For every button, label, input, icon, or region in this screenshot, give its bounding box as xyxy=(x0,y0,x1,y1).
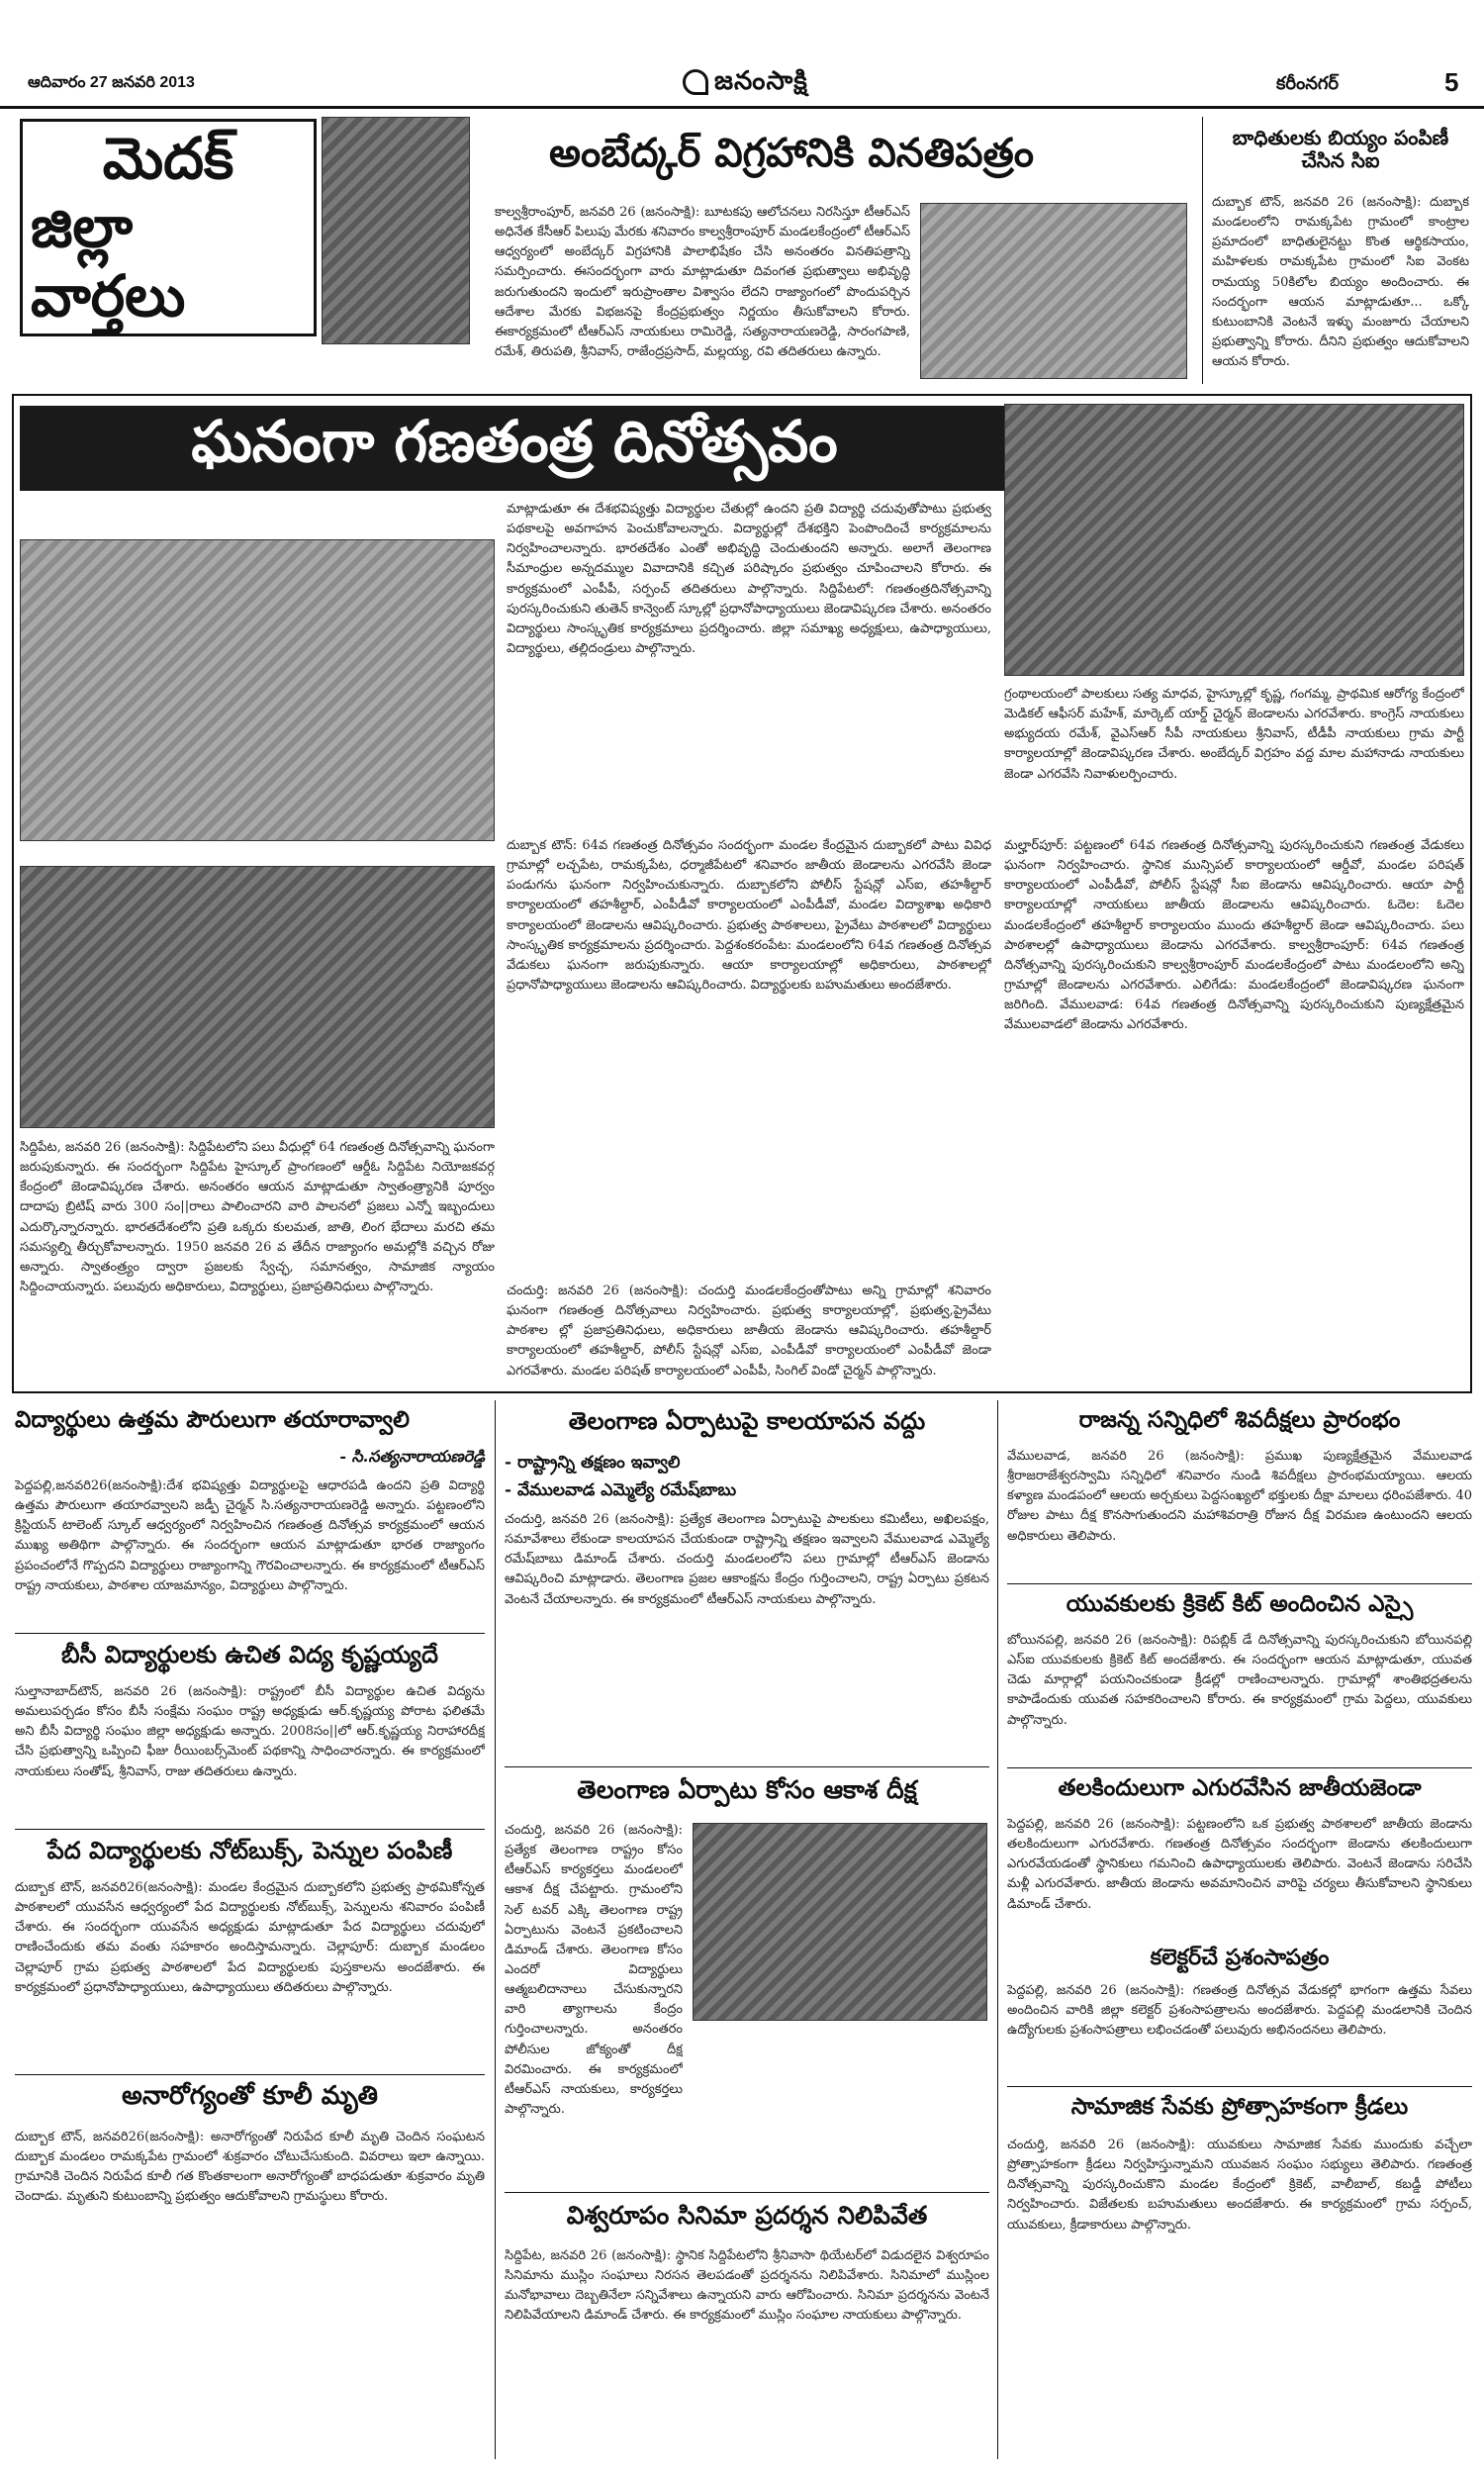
republic-col-b: మాట్లాడుతూ ఈ దేశభవిష్యత్తు విద్యార్థుల చేతుల్లో ఉందని ప్రతి విద్యార్థి చదువుతోపాటు ప్రభుత్వ పథకాలపై అవగాహన పెంచుకోవాలన్నారు. విద్యార్థుల్లో దేశభక్తిని పెంపొందించే కార్యక్రమాలను నిర్వహించాలన్నారు. భారతదేశం ఎంతో అభివృద్ధి చెందుతుందని అన్నారు. అలాగే తెలంగాణ సీమాంధ్రుల అన్నదమ్ముల వివాదానికి కచ్చిత పరిష్కారం ప్రభుత్వం చూపించాలని కోరారు. ఈ కార్యక్రమంలో ఎంపీపీ, సర్పంచ్ తదితరులు పాల్గొన్నారు. సిద్దిపేటలో: గణతంత్రదినోత్సవాన్ని పురస్కరించుకుని తుతెన్ కాన్వెంట్ స్కూల్లో ప్రధానోపాధ్యాయులు జెండావిష్కరణ చేశారు. అనంతరం విద్యార్థులు సాంస్కృతిక కార్యక్రమాలు ప్రదర్శించారు. జిల్లా సమాఖ్య అధ్యక్షులు, ఉపాధ్యాయులు, విద్యార్థులు, తల్లిదండ్రులు పాల్గొన్నారు. xyxy=(507,502,991,656)
column-rule xyxy=(1202,117,1203,384)
divider xyxy=(15,2074,485,2075)
page-number: 5 xyxy=(1444,67,1459,97)
divider xyxy=(1007,2086,1472,2087)
rice-headline: బాధితులకు బియ్యం పంపిణీ చేసిన సిఐ xyxy=(1232,126,1449,172)
deeksha-headline: తెలంగాణ ఏర్పాటు కోసం ఆకాశ దీక్ష xyxy=(577,1775,917,1804)
ambedkar-statue-photo xyxy=(920,203,1187,379)
cricket-headline: యువకులకు క్రికెట్ కిట్ అందించిన ఎస్సై xyxy=(1066,1590,1414,1617)
divider xyxy=(15,1633,485,1634)
shiva-headline: రాజన్న సన్నిధిలో శివదీక్షలు ప్రారంభం xyxy=(1078,1406,1401,1433)
republic-col-b2: దుబ్బాక టౌన్: 64వ గణతంత్ర దినోత్సవం సందర్భంగా మండల కేంద్రమైన దుబ్బాకలో పాటు వివిధ గ్రామాల్లో లచ్చపేట, రామక్కపేట, ధర్మాజీపేటలో శనివారం జాతీయ జెండాలను ఎగరవేసి జెండా పండుగను ఘనంగా నిర్వహించుకున్నారు. దుబ్బాకలోని పోలీస్ స్టేషన్లో ఎస్ఐ, తహశీల్దార్ కార్యాలయంలో తహశీల్దార్, ఎంపీడీవో కార్యాలయంలో ఎంపీడీవో, మండల విద్యాశాఖ అధికారి కార్యాలయంలో జెండాలను ఆవిష్కరించారు. ప్రభుత్వ పాఠశాలలు, ప్రైవేటు పాఠశాలలో విద్యార్థులు సాంస్కృతిక కార్యక్రమాలను ప్రదర్శించారు. పెద్దశంకరంపేట: మండలంలోని 64వ గణతంత్ర దినోత్సవ వేడుకలు ఘనంగా జరుపుకున్నారు. ఆయా కార్యాలయాల్లో అధికారులు, పాఠశాలల్లో ప్రధానోపాధ్యాయులు జెండాలను ఆవిష్కరించారు. విద్యార్థులకు బహుమతులు అందజేశారు. xyxy=(507,838,991,993)
republic-day-banner: ఘనంగా గణతంత్ర దినోత్సవం xyxy=(20,406,1009,491)
ambedkar-headline: అంబేద్కర్ విగ్రహానికి వినతిపత్రం xyxy=(548,130,1034,176)
telangana1-sub1: - రాష్ట్రాన్ని తక్షణం ఇవ్వాలి xyxy=(505,1453,681,1473)
divider xyxy=(505,2192,989,2193)
deeksha-body: చందుర్తి, జనవరి 26 (జనంసాక్షి): ప్రత్యేక తెలంగాణ రాష్ట్రం కోసం టీఆర్ఎస్ కార్యకర్తలు మండలంలో ఆకాశ దీక్ష చేపట్టారు. గ్రామంలోని సెల్ టవర్ ఎక్కి తెలంగాణ రాష్ట్ర ఏర్పాటును వెంటనే ప్రకటించాలని డిమాండ్ చేశారు. తెలంగాణ కోసం ఎందరో విద్యార్థులు ఆత్మబలిదానాలు చేసుకున్నారని వారి త్యాగాలను కేంద్రం గుర్తించాలన్నారు. అనంతరం పోలీసుల జోక్యంతో దీక్ష విరమించారు. ఈ కార్యక్రమంలో టీఆర్ఎస్ నాయకులు, కార్యకర్తలు పాల్గొన్నారు. xyxy=(505,1823,683,2117)
logo-mark-icon xyxy=(683,69,708,95)
issue-date: ఆదివారం 27 జనవరి 2013 xyxy=(28,74,195,91)
telangana1-headline: తెలంగాణ ఏర్పాటుపై కాలయాపన వద్దు xyxy=(568,1406,926,1435)
column-rule xyxy=(997,1400,998,2459)
republic-col-c: గ్రంథాలయంలో పాలకులు సత్య మాధవ, హైస్కూల్లో కృష్ణ, గంగమ్మ, ప్రాథమిక ఆరోగ్య కేంద్రంలో మెడికల్ ఆఫీసర్ మహేశ్, మార్కెట్ యార్డ్ చైర్మన్ జెండాలను ఎగరవేశారు. కాంగ్రెస్ నాయకులు అభ్యుదయ రమేశ్, వైఎస్ఆర్ సీపీ నాయకులు శ్రీనివాస్, టీడీపీ నాయకులు గ్రామ పార్టీ కార్యాలయాల్లో జెండావిష్కరణ చేశారు. అంబేద్కర్ విగ్రహం వద్ద మాల మహానాడు నాయకులు జెండా ఎగరవేసి నివాళులర్పించారు. xyxy=(1004,687,1464,782)
vishwaroopam-headline: విశ్వరూపం సినిమా ప్రదర్శన నిలిపివేత xyxy=(566,2201,928,2230)
telangana1-sub2: - వేములవాడ ఎమ్మెల్యే రమేష్‌బాబు xyxy=(505,1480,737,1500)
ambedkar-body: కాల్వశ్రీరాంపూర్, జనవరి 26 (జనంసాక్షి): బూటకపు ఆలోచనలు నిరసిస్తూ టీఆర్ఎస్ అధినేత కేసీఆర్ పిలుపు మేరకు శనివారం కాల్వశ్రీరాంపూర్ మండలకేంద్రంలో టీఆర్ఎస్ ఆధ్వర్యంలో అంబేద్కర్ విగ్రహానికి పాలాభిషేకం చేసి అనంతరం వినతిపత్రాన్ని సమర్పించారు. ఈసందర్భంగా వారు మాట్లాడుతూ దివంగత ప్రభుత్వాలు అభివృద్ధి జరుగుతుందని ఇందులో ఇరుప్రాంతాల విశ్వాసం లేదని రాజ్యాంగంలో పొందుపర్చిన ఆదేశాల మేరకు విభజనపై కేంద్రప్రభుత్వం నిర్ణయం తీసుకోవాలని కోరారు. ఈకార్యక్రమంలో టీఆర్ఎస్ నాయకులు రామిరెడ్డి, సత్యనారాయణరెడ్డి, సారంగపాణి, రమేశ్, తిరుపతి, శ్రీనివాస్, రాజేంద్రప్రసాద్, మల్లయ్య, రవి తదితరులు ఉన్నారు. xyxy=(495,205,910,359)
students-credit: - సి.సత్యనారాయణరెడ్డి xyxy=(339,1447,485,1466)
section-title-line1: మెదక్ xyxy=(102,124,234,192)
cricket-body: బోయినపల్లి, జనవరి 26 (జనంసాక్షి): రిపబ్లిక్ డే దినోత్సవాన్ని పురస్కరించుకుని బోయినపల్లి ఎస్‌ఐ యువకులకు క్రికెట్ కిట్ అందజేశారు. ఈ సందర్భంగా ఆయన మాట్లాడుతూ, యువత చెడు మార్గాల్లో పయనించకుండా క్రీడల్లో రాణించాలన్నారు. గ్రామాల్లో శాంతిభద్రతలను కాపాడేందుకు యువత సహకరించాలని కోరారు. ఈ కార్యక్రమంలో గ్రామ పెద్దలు, యువకులు పాల్గొన్నారు. xyxy=(1007,1633,1472,1728)
death-body: దుబ్బాక టౌన్, జనవరి26(జనంసాక్షి): అనారోగ్యంతో నిరుపేద కూలీ మృతి చెందిన సంఘటన దుబ్బాక మండలం రామక్కపేట గ్రామంలో శుక్రవారం చోటుచేసుకుంది. వివరాలు ఇలా ఉన్నాయి. గ్రామానికి చెందిన నిరుపేద కూలీ గత కొంతకాలంగా అనారోగ్యంతో బాధపడుతూ శుక్రవారం మృతి చెందాడు. మృతుని కుటుంబాన్ని ప్రభుత్వం ఆదుకోవాలని గ్రామస్థులు కోరారు. xyxy=(15,2130,485,2205)
divider xyxy=(505,1766,989,1767)
newspaper-logo xyxy=(683,65,808,102)
church-photo xyxy=(322,117,470,344)
republic-photo-1 xyxy=(20,539,495,841)
flag-body: పెద్దపల్లి, జనవరి 26 (జనంసాక్షి): పట్టణంలోని ఒక ప్రభుత్వ పాఠశాలలో జాతీయ జెండాను తలకిందులుగా ఎగురవేశారు. గణతంత్ర దినోత్సవం సందర్భంగా జెండాను తలకిందులుగా ఎగురవేయడంతో స్థానికులు గమనించి ఉపాధ్యాయులకు తెలిపారు. వెంటనే జెండాను సరిచేసి మళ్లీ ఎగురవేశారు. జాతీయ జెండాను అవమానించిన వారిపై చర్యలు తీసుకోవాలని స్థానికులు డిమాండ్ చేశారు. xyxy=(1007,1817,1472,1912)
flag-headline: తలకిందులుగా ఎగురవేసిన జాతీయజెండా xyxy=(1058,1774,1422,1801)
sports-body: చందుర్తి, జనవరి 26 (జనంసాక్షి): యువకులు సామాజిక సేవకు ముందుకు వచ్చేలా ప్రోత్సాహకంగా క్రీడలు నిర్వహిస్తున్నామని యువజన సంఘం సభ్యులు తెలిపారు. గణతంత్ర దినోత్సవాన్ని పురస్కరించుకొని మండల కేంద్రంలో క్రికెట్, వాలీబాల్, కబడ్డీ పోటీలు నిర్వహించారు. విజేతలకు బహుమతులు అందజేశారు. ఈ కార్యక్రమంలో గ్రామ సర్పంచ్, యువకులు, క్రీడాకారులు పాల్గొన్నారు. xyxy=(1007,2138,1472,2233)
edition-city: కరీంనగర్ xyxy=(1276,73,1339,93)
vishwaroopam-body: సిద్దిపేట, జనవరి 26 (జనంసాక్షి): స్థానిక సిద్దిపేటలోని శ్రీనివాసా థియేటర్‌లో విడుదలైన విశ్వరూపం సినిమాను ముస్లిం సంఘాలు నిరసన తెలపడంతో ప్రదర్శనను నిలిపివేశారు. సినిమాలో ముస్లింల మనోభావాలు దెబ్బతినేలా సన్నివేశాలు ఉన్నాయని వారు ఆరోపించారు. సినిమా ప్రదర్శనను వెంటనే నిలిపివేయాలని డిమాండ్ చేశారు. ఈ కార్యక్రమంలో ముస్లిం సంఘాల నాయకులు పాల్గొన్నారు. xyxy=(505,2248,989,2324)
sports-headline: సామాజిక సేవకు ప్రోత్సాహకంగా క్రీడలు xyxy=(1070,2093,1409,2120)
collector-headline: కలెక్టర్‌చే ప్రశంసాపత్రం xyxy=(1150,1945,1330,1970)
masthead xyxy=(0,0,1484,109)
logo-text: జనంసాక్షి xyxy=(714,65,808,95)
shiva-body: వేములవాడ, జనవరి 26 (జనంసాక్షి): ప్రముఖ పుణ్యక్షేత్రమైన వేములవాడ శ్రీరాజరాజేశ్వరస్వామి సన్నిధిలో శనివారం నుండి శివదీక్షలు ప్రారంభమయ్యాయి. ఆలయ కళ్యాణ మండపంలో ఆలయ అర్చకులు పెద్దసంఖ్యలో భక్తులకు దీక్షా మాలలు ధరింపజేశారు. 40 రోజుల పాటు దీక్ష కొనసాగుతుందని మహాశివరాత్రి రోజున దీక్ష విరమణ ఉంటుందని ఆలయ అధికారులు తెలిపారు. xyxy=(1007,1449,1472,1544)
divider xyxy=(1007,1583,1472,1584)
deeksha-photo xyxy=(693,1823,987,2021)
republic-photo-2 xyxy=(20,866,495,1128)
divider xyxy=(1007,1767,1472,1768)
column-rule xyxy=(495,1400,496,2459)
books-headline: పేద విద్యార్థులకు నోట్‌బుక్స్, పెన్నుల పంపిణీ xyxy=(46,1836,453,1864)
bc-body: సుల్తానాబాద్‌టౌన్, జనవరి 26 (జనంసాక్షి): రాష్ట్రంలో బీసీ విద్యార్థుల ఉచిత విద్యను అమలుపర్చడం కోసం బీసీ సంక్షేమ సంఘం రాష్ట్ర అధ్యక్షుడు ఆర్.కృష్ణయ్య పోరాట ఫలితమే అని బీసీ విద్యార్థి సంఘం జిల్లా అధ్యక్షుడు అన్నారు. 2008సం||లో ఆర్.కృష్ణయ్య నిరాహారదీక్ష చేసి ప్రభుత్వాన్ని ఒప్పించి ఫీజు రీయింబర్స్‌మెంట్ పథకాన్ని సాధించారన్నారు. ఈ కార్యక్రమంలో నాయకులు సంతోష్, శ్రీనివాస్, రాజు తదితరులు ఉన్నారు. xyxy=(15,1684,485,1779)
section-title-line2: జిల్లా వార్తలు xyxy=(31,193,186,330)
rice-body: దుబ్బాక టౌన్, జనవరి 26 (జనంసాక్షి): దుబ్బాక మండలంలోని రామక్కపేట గ్రామంలో కాంట్రాల ప్రమాదంలో బాధితులైనట్టు కొంత ఆర్థికసాయం, మహిళలకు రామక్కపేట గ్రామంలో సిఐ వెంకట రామయ్య 50కిలోల బియ్యం అందించారు. ఈ సందర్భంగా ఆయన మాట్లాడుతూ... ఒక్కో కుటుంబానికి వెంటనే ఇళ్ళు మంజూరు చేయాలని ప్రభుత్వాన్ని కోరారు. దీనిని ప్రభుత్వం ఆదుకోవాలని ఆయన కోరారు. xyxy=(1212,195,1469,370)
republic-col-a: సిద్దిపేట, జనవరి 26 (జనంసాక్షి): సిద్దిపేటలోని పలు వీధుల్లో 64 గణతంత్ర దినోత్సవాన్ని ఘనంగా జరుపుకున్నారు. ఈ సందర్భంగా సిద్దిపేట హైస్కూల్ ప్రాంగణంలో ఆర్డీఓ సిద్దిపేట నియోజకవర్గ కేంద్రంలో జెండావిష్కరణ చేశారు. అనంతరం ఆయన మాట్లాడుతూ స్వాతంత్ర్యానికి పూర్వం దాదాపు బ్రిటిష్ వారు 300 సం||రాలు పాలించారని వారి పాలనలో ప్రజలు ఎన్నో ఇబ్బందులు ఎదుర్కొన్నారన్నారు. భారతదేశంలోని ప్రతి ఒక్కరు కులమత, జాతి, లింగ భేదాలు మరచి తమ సమస్యల్ని తీర్చుకోవాలన్నారు. 1950 జనవరి 26 వ తేదీన రాజ్యాంగం అమల్లోకి వచ్చిన రోజు అన్నారు. స్వాతంత్ర్యం ద్వారా ప్రజలకు స్వేచ్ఛ, సమానత్వం, సామాజిక న్యాయం సిద్దించాయన్నారు. పలువురు అధికారులు, విద్యార్థులు, ప్రజాప్రతినిధులు పాల్గొన్నారు. xyxy=(20,1140,495,1294)
students-headline: విద్యార్థులు ఉత్తమ పౌరులుగా తయారావ్వాలి xyxy=(15,1406,410,1433)
republic-parade-photo xyxy=(1004,404,1464,676)
section-title-box xyxy=(20,119,317,336)
death-headline: అనారోగ్యంతో కూలీ మృతి xyxy=(122,2081,378,2111)
collector-body: పెద్దపల్లి, జనవరి 26 (జనంసాక్షి): గణతంత్ర దినోత్సవ వేడుకల్లో భాగంగా ఉత్తమ సేవలు అందించిన వారికి జిల్లా కలెక్టర్ ప్రశంసాపత్రాలను అందజేశారు. పెద్దపల్లి మండలానికి చెందిన ఉద్యోగులకు ప్రశంసాపత్రాలు లభించడంతో పలువురు అభినందనలు తెలిపారు. xyxy=(1007,1983,1472,2039)
republic-col-c2: మల్హార్‌పూర్: పట్టణంలో 64వ గణతంత్ర దినోత్సవాన్ని పురస్కరించుకుని గణతంత్ర వేడుకలు ఘనంగా నిర్వహించారు. స్థానిక మున్సిపల్ కార్యాలయంలో ఆర్డీవో, మండల పరిషత్ కార్యాలయంలో ఎంపీడీవో, పోలీస్ స్టేషన్లో సీఐ జెండాను ఆవిష్కరించారు. ఆయా పార్టీ కార్యాలయాల్లో నాయకులు జాతీయ జెండాలను ఆవిష్కరించారు. ఓదెల: ఓదెల మండలకేంద్రంలో తహశీల్దార్ కార్యాలయం ముందు తహశీల్దార్ జెండా ఆవిష్కరించారు. పలు పాఠశాలల్లో ఉపాధ్యాయులు జెండాను ఎగరవేశారు. కాల్వశ్రీరాంపూర్: 64వ గణతంత్ర దినోత్సవాన్ని పురస్కరించుకుని కాల్వశ్రీరాంపూర్ మండలకేంద్రంలో పాటు మండలంలోని అన్ని గ్రామాల్లో జెండాలను ఎగరవేశారు. ఎలిగేడు: మండలకేంద్రంలో జెండావిష్కరణ ఘనంగా జరిగింది. వేములవాడ: 64వ గణతంత్ర దినోత్సవాన్ని పురస్కరించుకుని పుణ్యక్షేత్రమైన వేములవాడలో జెండాను ఎగరవేశారు. xyxy=(1004,838,1464,1033)
books-body: దుబ్బాక టౌన్, జనవరి26(జనంసాక్షి): మండల కేంద్రమైన దుబ్బాకలోని ప్రభుత్వ ప్రాథమికోన్నత పాఠశాలలో యువసేన ఆధ్వర్యంలో పేద విద్యార్థులకు నోట్‌బుక్స్, పెన్నులను శనివారం పంపిణీ చేశారు. ఈ సందర్భంగా యువసేన అధ్యక్షుడు మాట్లాడుతూ పేద విద్యార్థులు చదువులో రాణించేందుకు తమ వంతు సహకారం అందిస్తామన్నారు. చెల్లాపూర్: దుబ్బాక మండలం చెల్లాపూర్ గ్రామ ప్రభుత్వ పాఠశాలలో పేద విద్యార్థులకు పుస్తకాలను అందజేశారు. ఈ కార్యక్రమంలో ప్రధానోపాధ్యాయులు, ఉపాధ్యాయులు తదితరులు పాల్గొన్నారు. xyxy=(15,1880,485,1995)
republic-col-b3: చందుర్తి: జనవరి 26 (జనంసాక్షి): చందుర్తి మండలకేంద్రంతోపాటు అన్ని గ్రామాల్లో శనివారం ఘనంగా గణతంత్ర దినోత్సవాలు నిర్వహించారు. ప్రభుత్వ కార్యాలయాల్లో, ప్రభుత్వ,ప్రైవేటు పాఠశాల ల్లో ప్రజాప్రతినిధులు, అధికారులు జాతీయ జెండాను ఆవిష్కరించారు. తహశీల్దార్ కార్యాలయంలో తహశీల్దార్, పోలీస్ స్టేషన్లో ఎస్ఐ, ఎంపీడీవో కార్యాలయంలో ఎంపీడీవో జెండా ఎగరవేశారు. మండల పరిషత్ కార్యాలయంలో ఎంపీపీ, సింగిల్ విండో చైర్మన్ పాల్గొన్నారు. xyxy=(507,1284,991,1379)
telangana1-body: చందుర్తి, జనవరి 26 (జనంసాక్షి): ప్రత్యేక తెలంగాణ ఏర్పాటుపై పాలకులు కమిటీలు, అఖిలపక్షం, సమావేశాలు లేకుండా కాలయాపన చేయకుండా రాష్ట్రాన్ని తక్షణం ఇవ్వాలని వేములవాడ ఎమ్మెల్యే రమేష్‌బాబు డిమాండ్ చేశారు. చందుర్తి మండలంలోని పలు గ్రామాల్లో టీఆర్ఎస్ జెండాను ఆవిష్కరించి మాట్లాడారు. తెలంగాణ ప్రజల ఆకాంక్షను కేంద్రం గుర్తించాలని, రాష్ట్ర ఏర్పాటు ప్రకటన వెంటనే చేయాలన్నారు. ఈ కార్యక్రమంలో టీఆర్ఎస్ నాయకులు పాల్గొన్నారు. xyxy=(505,1512,989,1607)
bc-headline: బీసీ విద్యార్థులకు ఉచిత విద్య కృష్ణయ్యదే xyxy=(61,1640,438,1668)
students-body: పెద్దపల్లి,జనవరి26(జనంసాక్షి):దేశ భవిష్యత్తు విద్యార్థులపై ఆధారపడి ఉందని ప్రతి విద్యార్థి ఉత్తమ పౌరులుగా తయారవ్వాలని జడ్పీ చైర్మన్ సి.సత్యనారాయణరెడ్డి అన్నారు. పట్టణంలోని క్రిస్టియన్ టాలెంట్ స్కూల్ ఆధ్వర్యంలో నిర్వహించిన గణతంత్ర దినోత్సవ కార్యక్రమంలో ఆయన ముఖ్య అతిథిగా పాల్గొన్నారు. ఈ సందర్భంగా ఆయన మాట్లాడుతూ భారత రాజ్యాంగం ప్రపంచంలోనే గొప్పదని విద్యార్థులు రాజ్యాంగాన్ని గౌరవించాలన్నారు. ఈ కార్యక్రమంలో టీఆర్ఎస్ రాష్ట్ర నాయకులు, పాఠశాల యాజమాన్యం, విద్యార్థులు పాల్గొన్నారు. xyxy=(15,1478,485,1593)
divider xyxy=(15,1829,485,1830)
